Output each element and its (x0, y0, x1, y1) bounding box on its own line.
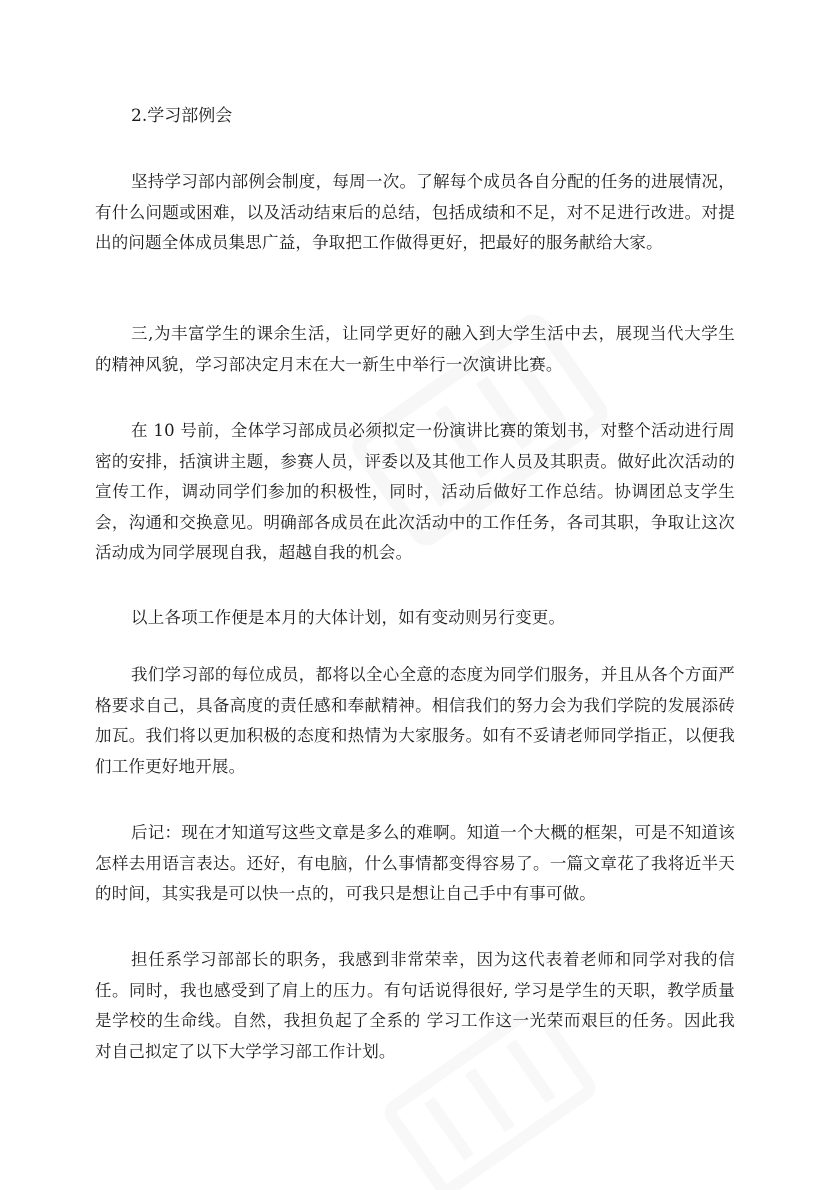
section-heading: 2.学习部例会 (131, 106, 233, 126)
paragraph-postscript: 后记：现在才知道写这些文章是多么的难啊。知道一个大概的框架，可是不知道该怎样去用语言表达。还好，有电脑，什么事情都变得容易了。一篇文章花了我将近半天的时间，其实我是可以快一点的，可我只是想让自己手中有事可做。 (95, 823, 735, 903)
paragraph-weekly-meeting: 坚持学习部内部例会制度，每周一次。了解每个成员各自分配的任务的进展情况，有什么问题或困难，以及活动结束后的总结，包括成绩和不足，对不足进行改进。对提出的问题全体成员集思广益，争取把工作做得更好，把最好的服务献给大家。 (95, 172, 735, 252)
paragraph-minister-role: 担任系学习部部长的职务，我感到非常荣幸，因为这代表着老师和同学对我的信任。同时，我也感受到了肩上的压力。有句话说得很好, 学习是学生的天职，教学质量是学校的生命线。自然，我担负起了全系的 学习工作这一光荣而艰巨的任务。因此我对自己拟定了以下大学学习部工作计划。 (95, 950, 735, 1061)
paragraph-speech-contest: 三,为丰富学生的课余生活，让同学更好的融入到大学生活中去，展现当代大学生的精神风貌，学习部决定月末在大一新生中举行一次演讲比赛。 (95, 324, 735, 374)
paragraph-contest-plan: 在 10 号前，全体学习部成员必须拟定一份演讲比赛的策划书，对整个活动进行周密的安排，括演讲主题，参赛人员，评委以及其他工作人员及其职责。做好此次活动的宣传工作，调动同学们参加的积极性，同时，活动后做好工作总结。协调团总支学生会，沟通和交换意见。明确部各成员在此次活动中的工作任务，各司其职，争取让这次活动成为同学展现自我，超越自我的机会。 (95, 421, 735, 562)
paragraph-commitment: 我们学习部的每位成员，都将以全心全意的态度为同学们服务，并且从各个方面严格要求自己，具备高度的责任感和奉献精神。相信我们的努力会为我们学院的发展添砖加瓦。我们将以更加积极的态度和热情为大家服务。如有不妥请老师同学指正，以便我们工作更好地开展。 (95, 665, 735, 776)
paragraph-monthly-summary: 以上各项工作便是本月的大体计划，如有变动则另行变更。 (131, 608, 566, 627)
